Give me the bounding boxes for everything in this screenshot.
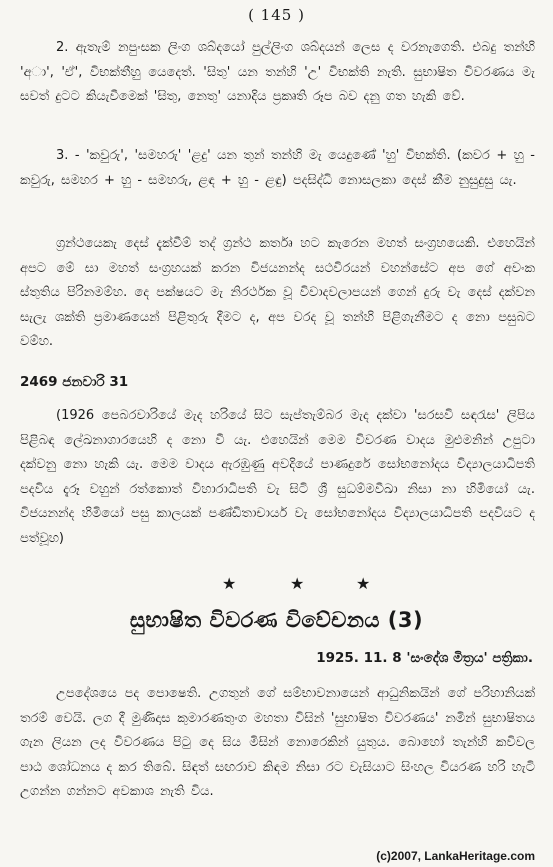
paragraph-5-text: උපදේශයෙ පද පොෂෙති. උගතුන් ගේ සම්භාවනායෙන් ආධුනිකයින් ගේ පරිහානියක් තරම් වෙයි. ලග දී මුණිදාස කුමාරණතුංග මහතා විසින් 'සුභාෂිත විවරණය' නමින් සුභාෂිතය ගැන ලියන ලද විවරණය පිටු දෙ සිය මිසින් නොරෙකින් යුතුය. බොහෝ තැන්හි කවිවල පාඨ ශෝධනය ද කර තිබේ. සිඳත් සඟරාව කිඳම නිසා රට වැසියාට සිංහල වියරණ හරි හැටි උගන්න ගන්නට අවකාශ නැති විය. bbox=[20, 686, 535, 800]
paragraph-5 bbox=[20, 682, 535, 805]
star-divider bbox=[0, 574, 553, 598]
section-title: සුභාෂිත විවරණ විවේචනය (3) bbox=[129, 608, 424, 632]
star-icon: ★ bbox=[356, 574, 371, 593]
paragraph-2 bbox=[20, 144, 535, 193]
paragraph-1-text: 2. ඇතැම් නපුංසක ලිංග ශබ්දයෝ පුල්ලිංග ශබ්දයන් ලෙස ද වරනැගෙති. එබදු තන්හි 'අා', 'ඒ', විභක්තීහු යෙදෙත්. 'සිතු' යන තන්හි 'උ' විභක්ති නැති. සුභාෂිත විවරණය මැ සවත් දුටට කියැවීමෙක් 'සිතු, නෙතු' යනාදිය ප්‍රකෘති රූප බව දනු ගත හැකි වේ. bbox=[20, 40, 535, 105]
paragraph-2-text: 3. - 'කවුරු', 'සමහරු' 'ළදු' යන තුන් තන්හි මැ යෙදුණේ 'හු' විභක්ති. (කවර + හු - කවුරු, සමහර + හු - සමහරු, ළඳ + හු - ළඳු) පදසිද්ධි නොසලකා දෙස් කීම නුසුදුසු යැ. bbox=[20, 148, 535, 188]
paragraph-4-text: (1926 පෙබරවාරියේ මැද හරියේ සිට සැප්තැම්බර මැද දක්වා 'සරසවි සඳරැස' ලිපිය පිළිබඳ ලේඛනාගාරයෙහි ද නො වී යැ. එහෙයින් මෙම විවරණ වාදය මුළුමනින් උපුටා දක්වනු නො හැකි යැ. මෙම වාදය ඇරඹුණු අවදියේ පාණදුරේ සෝභනෝදය විද්‍යාලයාධිපති පදවිය දැරූ වහුන් රත්කොත් විහාරාධිපති වැ සිටි ශ්‍රී සුධම්මවීඛා නිසා නා හිමියෝ යැ. විජයනන්ද හිමියෝ පසු කාලයක් පණ්ඩිතාචාර්ය වැ සෝභනෝදය විද්‍යාලයාධිපති පදවියට ද පත්වූහ) bbox=[20, 408, 535, 546]
star-icon: ★ bbox=[290, 574, 305, 593]
date-heading-1: 2469 ජනවාරි 31 bbox=[20, 374, 129, 390]
date-heading-2: 1925. 11. 8 'සංදේශ මිත්‍රය' පත්‍රිකා. bbox=[316, 650, 533, 666]
paragraph-1 bbox=[20, 36, 535, 110]
paragraph-4 bbox=[20, 404, 535, 552]
paragraph-3-text: ග්‍රන්ථයෙකැ දෙස් දැක්වීම් තද් ග්‍රන්ථ කර්තෘ හට කැරෙන මහත් සංග්‍රහයෙකි. එහෙයින් අපට මේ සා මහත් සංග්‍රහයක් කරන විජයනන්ද සථවිරයන් වහන්සේට අප ගේ අවංක ස්තුතිය පිරිනමම්හ. දෙ පක්ෂයට මැ නිරර්ථක වූ විවාදවලාපයන් ගෙන් දුරු වැ දෙස් දක්වන සැලැ ශක්ති ප්‍රමාණයෙන් පිළිතුරු දීමට ද, අප වරද වූ තන්හි පිළිගැනීමට ද නො පසුබට වම්හ. bbox=[20, 236, 535, 350]
copyright-footer: (c)2007, LankaHeritage.com bbox=[376, 849, 535, 863]
paragraph-3 bbox=[20, 232, 535, 355]
page-number: ( 145 ) bbox=[248, 6, 305, 24]
star-icon: ★ bbox=[222, 574, 237, 593]
